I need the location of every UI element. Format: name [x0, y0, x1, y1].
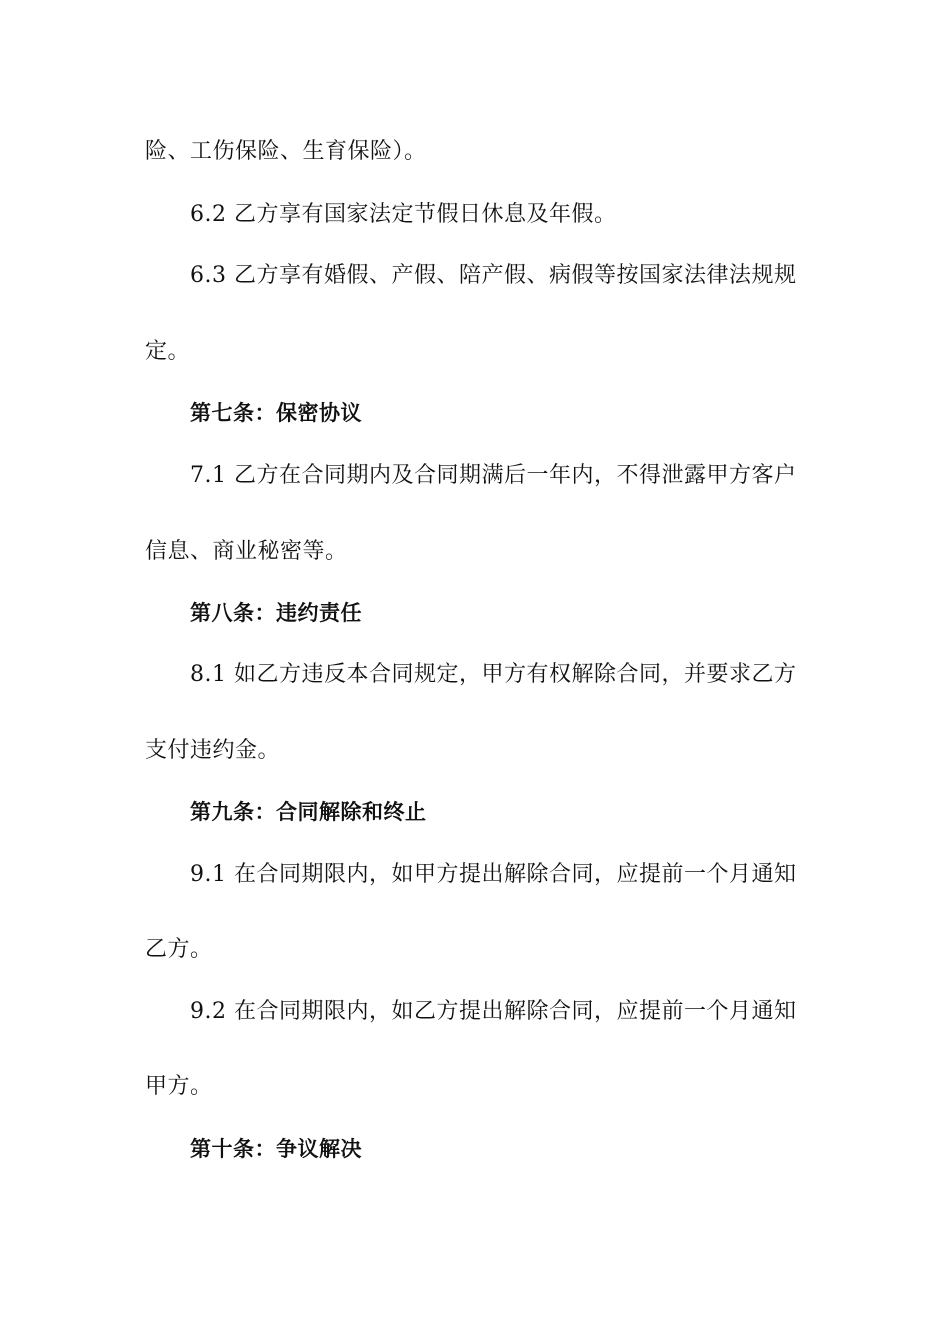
clause-6-2: 6.2 乙方享有国家法定节假日休息及年假。: [190, 202, 617, 227]
clause-8-1: 8.1 如乙方违反本合同规定，甲方有权解除合同，并要求乙方: [190, 662, 797, 687]
section-heading-10: 第十条：争议解决: [190, 1137, 362, 1161]
paragraph-line: 信息、商业秘密等。: [145, 539, 348, 564]
paragraph-line: 甲方。: [145, 1074, 213, 1099]
section-heading-8: 第八条：违约责任: [190, 601, 362, 625]
paragraph-line: 险、工伤保险、生育保险）。: [145, 139, 427, 164]
clause-7-1: 7.1 乙方在合同期内及合同期满后一年内，不得泄露甲方客户: [190, 463, 797, 488]
paragraph-line: 定。: [145, 339, 191, 364]
section-heading-7: 第七条：保密协议: [190, 401, 362, 425]
paragraph-line: 支付违约金。: [145, 738, 281, 763]
paragraph-line: 乙方。: [145, 937, 213, 962]
clause-9-2: 9.2 在合同期限内，如乙方提出解除合同，应提前一个月通知: [190, 999, 797, 1024]
clause-9-1: 9.1 在合同期限内，如甲方提出解除合同，应提前一个月通知: [190, 862, 797, 887]
section-heading-9: 第九条：合同解除和终止: [190, 800, 427, 824]
clause-6-3: 6.3 乙方享有婚假、产假、陪产假、病假等按国家法律法规规: [190, 263, 797, 288]
